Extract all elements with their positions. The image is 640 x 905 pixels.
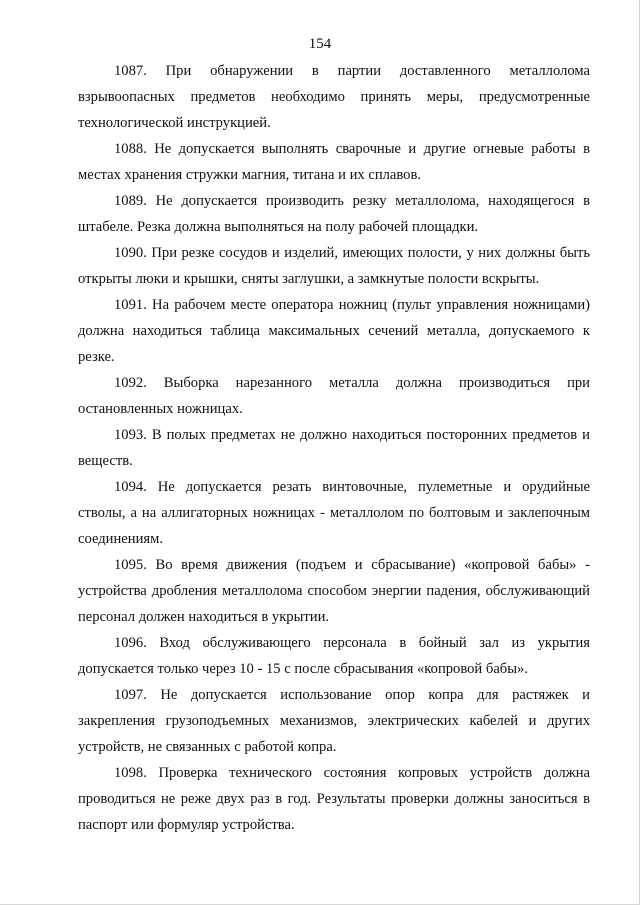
paragraph-1090: 1090. При резке сосудов и изделий, имеющих полости, у них должны быть открыты люки и крышки, сняты заглушки, а замкнутые полости вскрыты.	[78, 245, 590, 287]
paragraph-1087: 1087. При обнаружении в партии доставленного металлолома взрывоопасных предметов необходимо принять меры, предусмотренные технологической инструкцией.	[78, 63, 590, 131]
paragraph-1095: 1095. Во время движения (подъем и сбрасывание) «копровой бабы» - устройства дробления металлолома способом энергии падения, обслуживающий персонал должен находиться в укрытии.	[78, 557, 590, 625]
paragraph-1094: 1094. Не допускается резать винтовочные, пулеметные и орудийные стволы, а на аллигаторных ножницах - металлолом по болтовым и заклепочным соединениям.	[78, 479, 590, 547]
paragraph-1098: 1098. Проверка технического состояния копровых устройств должна проводиться не реже двух раз в год. Результаты проверки должны заноситься в паспорт или формуляр устройства.	[78, 765, 590, 833]
paragraph-1089: 1089. Не допускается производить резку металлолома, находящегося в штабеле. Резка должна выполняться на полу рабочей площадки.	[78, 193, 590, 235]
paragraph-1093: 1093. В полых предметах не должно находиться посторонних предметов и веществ.	[78, 427, 590, 469]
paragraph-1092: 1092. Выборка нарезанного металла должна производиться при остановленных ножницах.	[78, 375, 590, 417]
document-body	[78, 58, 590, 838]
paragraph-1097: 1097. Не допускается использование опор копра для растяжек и закрепления грузоподъемных механизмов, электрических кабелей и других устройств, не связанных с работой копра.	[78, 687, 590, 755]
paragraph-1096: 1096. Вход обслуживающего персонала в бойный зал из укрытия допускается только через 10 - 15 с после сбрасывания «копровой бабы».	[78, 635, 590, 677]
paragraph-1088: 1088. Не допускается выполнять сварочные и другие огневые работы в местах хранения стружки магния, титана и их сплавов.	[78, 141, 590, 183]
paragraph-1091: 1091. На рабочем месте оператора ножниц (пульт управления ножницами) должна находиться таблица максимальных сечений металла, допускаемого к резке.	[78, 297, 590, 365]
page-number: 154	[308, 36, 332, 52]
